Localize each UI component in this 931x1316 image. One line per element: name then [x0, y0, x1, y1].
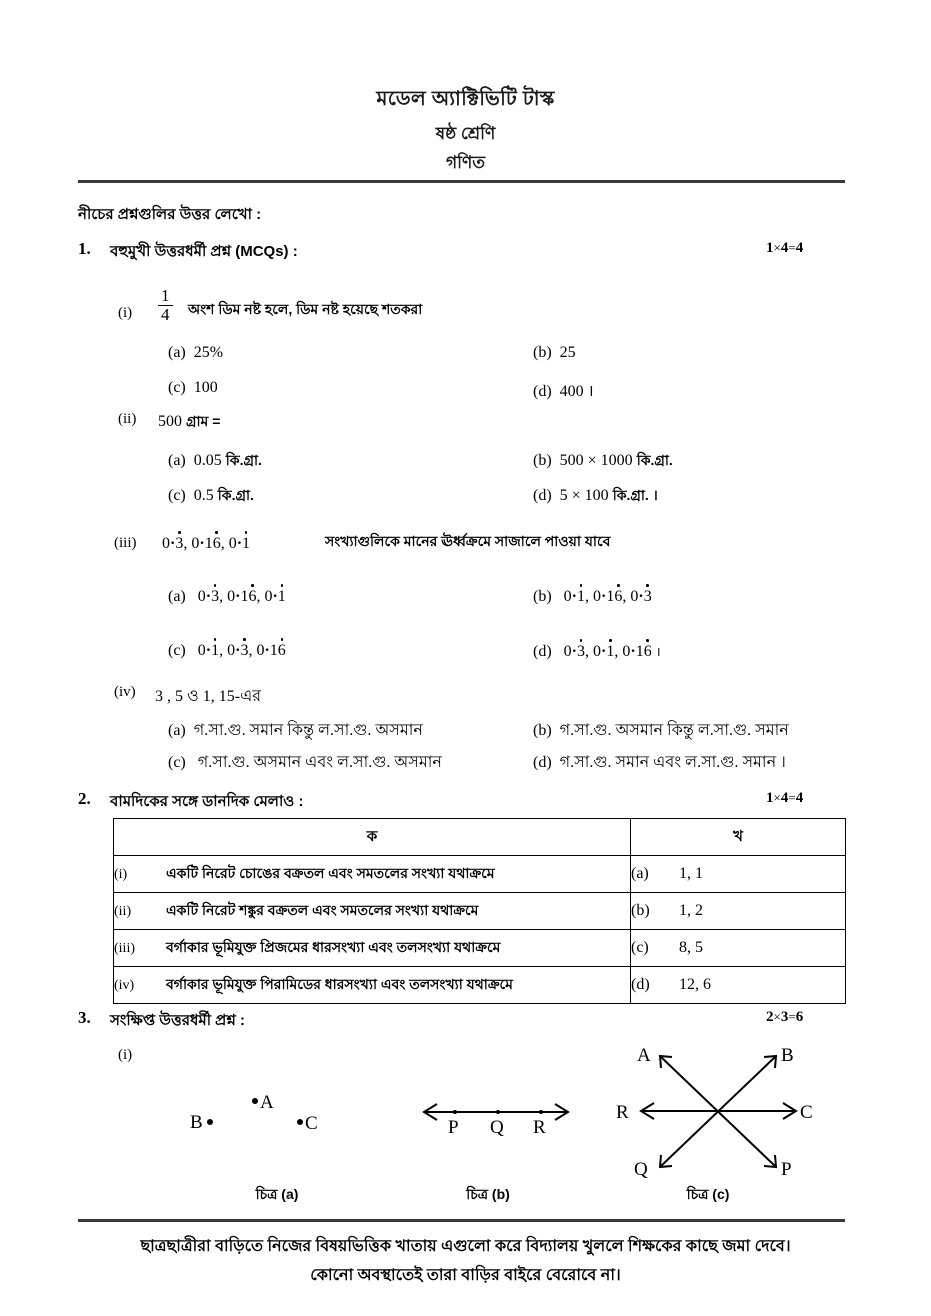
q1-item-iv-option-a[interactable]: [168, 717, 423, 744]
marks-mid: 3: [780, 1009, 789, 1025]
option-number: 0.05: [193, 452, 222, 469]
option-label: (d): [533, 754, 552, 771]
table-header-row: [114, 819, 846, 856]
stem-unit: গ্রাম =: [186, 413, 221, 429]
fraction-numerator: 1: [161, 286, 170, 305]
header-divider: [78, 180, 845, 183]
row-left-text: একটি নিরেট শঙ্কুর বক্রতল এবং সমতলের সংখ্যা যথাক্রমে: [166, 902, 479, 918]
q1-item-iii-option-a[interactable]: [168, 588, 286, 606]
option-label: (b): [533, 452, 552, 469]
table-cell-right[interactable]: [631, 930, 846, 967]
point-c-label: C: [800, 1102, 813, 1123]
point-b-dot: [207, 1119, 213, 1125]
option-label: (a): [168, 452, 186, 469]
question-1-text: বহুমুখী উত্তরধর্মী প্রশ্ন (MCQs) :: [110, 243, 298, 260]
question-1-marks: [766, 240, 803, 257]
row-roman: (iii): [114, 941, 135, 956]
q1-item-iv-roman: (iv): [114, 684, 136, 700]
table-cell-right[interactable]: [631, 893, 846, 930]
table-cell-left: [114, 893, 631, 930]
q1-item-iv-stem: [155, 683, 261, 710]
option-label: (a): [168, 722, 186, 739]
figure-b-caption: চিত্র (b): [466, 1186, 510, 1202]
question-2-marks: [766, 790, 803, 807]
point-p-label: P: [781, 1159, 792, 1180]
row-right-value: 12, 6: [679, 976, 711, 993]
option-label: (d): [533, 487, 552, 504]
option-value: 0·3, 0·16, 0·1: [197, 588, 286, 605]
question-3-text: সংক্ষিপ্ত উত্তরধর্মী প্রশ্ন :: [110, 1012, 245, 1029]
row-right-label: (b): [631, 902, 650, 919]
option-label: (b): [533, 722, 552, 739]
row-right-label: (a): [631, 865, 649, 882]
q1-item-iv-option-c[interactable]: [168, 749, 442, 776]
row-right-value: 8, 5: [679, 939, 703, 956]
row-right-value: 1, 2: [679, 902, 703, 919]
figure-a-caption: চিত্র (a): [255, 1186, 299, 1202]
point-q-dot: [496, 1110, 500, 1114]
marks-left: 1: [766, 240, 774, 256]
marks-left: 1: [766, 790, 774, 806]
table-row: [114, 967, 846, 1004]
marks-total: 4: [795, 790, 804, 806]
q1-item-ii-option-b[interactable]: [533, 449, 673, 473]
point-q-label: Q: [490, 1117, 504, 1138]
question-2-text: বামদিকের সঙ্গে ডানদিক মেলাও :: [110, 793, 304, 810]
option-value: 0·1, 0·3, 0·16: [197, 642, 286, 659]
question-2-number: 2.: [78, 789, 91, 808]
table-row: [114, 856, 846, 893]
row-right-label: (c): [631, 939, 649, 956]
point-p-dot: [453, 1110, 457, 1114]
q1-item-ii-roman: (ii): [118, 411, 137, 427]
row-roman: (ii): [114, 904, 132, 919]
q1-item-i-roman: (i): [118, 305, 133, 321]
marks-left: 2: [766, 1009, 774, 1025]
point-a-label: A: [637, 1045, 651, 1066]
q1-item-ii-stem: [158, 410, 220, 434]
table-row: [114, 893, 846, 930]
footer-divider: [78, 1219, 845, 1222]
q1-item-i-option-d[interactable]: [533, 379, 594, 401]
option-unit: কি.গ্রা. ।: [612, 487, 658, 503]
option-label: (c): [168, 642, 186, 659]
figure-a: [190, 1092, 318, 1134]
page-title: মডেল অ্যাক্টিভিটি টাস্ক: [376, 88, 555, 110]
table-cell-right[interactable]: [631, 967, 846, 1004]
q1-item-ii-option-a[interactable]: [168, 449, 262, 473]
table-cell-left: [114, 930, 631, 967]
option-value: গ.সা.গু. অসমান কিন্তু ল.সা.গু. সমান: [559, 722, 789, 739]
option-value: গ.সা.গু. সমান এবং ল.সা.গু. সমান ।: [559, 754, 786, 771]
point-q-label: Q: [634, 1159, 648, 1180]
marks-total: 4: [795, 240, 804, 256]
option-label: (b): [533, 588, 552, 605]
fraction-denominator: 4: [158, 305, 173, 324]
q1-item-iii-numbers: 0·3, 0·16, 0·1: [162, 535, 251, 552]
point-r-dot: [539, 1110, 543, 1114]
q1-item-ii-option-c[interactable]: [168, 484, 254, 508]
marks-times: ×: [773, 1009, 781, 1024]
option-label: (a): [168, 588, 186, 605]
class-label: ষষ্ঠ শ্রেণি: [435, 124, 496, 143]
q1-item-iv-option-d[interactable]: [533, 749, 786, 776]
stem-text: 3 , 5 ও 1, 15-এর: [155, 688, 262, 705]
q1-item-iii-option-d[interactable]: [533, 642, 661, 661]
q3-item-i-roman: (i): [118, 1047, 133, 1063]
option-number: 0.5: [193, 487, 214, 504]
q1-item-iv-option-b[interactable]: [533, 717, 789, 744]
instruction-text: নীচের প্রশ্নগুলির উত্তর লেখো :: [78, 206, 262, 223]
option-value: গ.সা.গু. সমান কিন্তু ল.সা.গু. অসমান: [193, 722, 423, 739]
q1-item-i-fraction: [158, 288, 173, 325]
figure-c: [616, 1045, 813, 1180]
option-label: (a): [168, 344, 186, 361]
marks-times: ×: [773, 240, 781, 255]
table-row: [114, 930, 846, 967]
marks-total: 6: [795, 1009, 804, 1025]
point-c-dot: [297, 1119, 303, 1125]
question-1-number: 1.: [78, 239, 91, 258]
q1-item-i-option-a[interactable]: [168, 344, 223, 362]
figure-c-caption: চিত্র (c): [686, 1186, 730, 1202]
stem-number: 500: [158, 413, 182, 430]
q1-item-i-stem: অংশ ডিম নষ্ট হলে, ডিম নষ্ট হয়েছে শতকরা: [188, 301, 423, 317]
table-header-kha: খ: [631, 819, 846, 856]
option-label: (d): [533, 643, 552, 660]
table-cell-left: [114, 856, 631, 893]
point-r-label: R: [616, 1102, 629, 1123]
point-a-dot: [252, 1098, 258, 1104]
option-value: 25: [559, 344, 576, 361]
figure-b: [424, 1104, 568, 1138]
option-value: গ.সা.গু. অসমান এবং ল.সা.গু. অসমান: [197, 754, 442, 771]
marks-mid: 4: [780, 240, 789, 256]
option-value: 0·1, 0·16, 0·3: [563, 588, 652, 605]
table-cell-right[interactable]: [631, 856, 846, 893]
option-unit: কি.গ্রা.: [225, 452, 262, 468]
subject-label: গণিত: [445, 153, 486, 172]
row-roman: (iv): [114, 978, 135, 993]
footer-line-1: ছাত্রছাত্রীরা বাড়িতে নিজের বিষয়ভিত্তিক খাতায় এগুলো করে বিদ্যালয় খুললে শিক্ষকের কাছে জমা দেবে।: [140, 1238, 791, 1255]
question-3-number: 3.: [78, 1008, 91, 1027]
point-p-label: P: [448, 1117, 459, 1138]
marks-equals: =: [788, 1009, 796, 1024]
matching-table: [113, 818, 846, 1004]
option-value: 0·3, 0·1, 0·16 ।: [563, 643, 661, 660]
point-c-label: C: [305, 1113, 318, 1134]
option-label: (b): [533, 344, 552, 361]
row-right-value: 1, 1: [679, 865, 703, 882]
point-r-label: R: [533, 1117, 546, 1138]
option-value: 25%: [193, 344, 224, 361]
option-unit: কি.গ্রা.: [636, 452, 673, 468]
row-left-text: বর্গাকার ভূমিযুক্ত প্রিজমের ধারসংখ্যা এবং তলসংখ্যা যথাক্রমে: [166, 939, 501, 955]
row-left-text: একটি নিরেট চোঙের বক্রতল এবং সমতলের সংখ্যা যথাক্রমে: [166, 865, 495, 881]
question-3-marks: [766, 1009, 803, 1026]
row-left-text: বর্গাকার ভূমিযুক্ত পিরামিডের ধারসংখ্যা এবং তলসংখ্যা যথাক্রমে: [166, 976, 513, 992]
marks-mid: 4: [780, 790, 789, 806]
q1-item-iii-option-c[interactable]: [168, 642, 286, 660]
table-cell-left: [114, 967, 631, 1004]
table-header-ka: ক: [114, 819, 631, 856]
option-number: 5 × 100: [559, 487, 609, 504]
q1-item-iii-stem: সংখ্যাগুলিকে মানের ঊর্ধ্বক্রমে সাজালে পাওয়া যাবে: [325, 533, 611, 549]
row-right-label: (d): [631, 976, 650, 993]
marks-times: ×: [773, 790, 781, 805]
option-label: (c): [168, 487, 186, 504]
q1-item-iii-roman: (iii): [114, 535, 137, 551]
q1-item-ii-option-d[interactable]: [533, 484, 658, 508]
option-number: 500 × 1000: [559, 452, 633, 469]
geometry-figures: [150, 1030, 850, 1190]
marks-equals: =: [788, 790, 796, 805]
q1-item-i-option-b[interactable]: [533, 344, 576, 362]
point-a-label: A: [260, 1092, 274, 1113]
option-label: (d): [533, 383, 552, 400]
q1-item-i-option-c[interactable]: [168, 379, 218, 397]
option-label: (c): [168, 754, 186, 771]
point-b-label: B: [781, 1045, 794, 1066]
option-label: (c): [168, 379, 186, 396]
option-value: 100: [193, 379, 218, 396]
row-roman: (i): [114, 867, 128, 882]
q1-item-iii-option-b[interactable]: [533, 588, 652, 606]
option-unit: কি.গ্রা.: [217, 487, 254, 503]
marks-equals: =: [788, 240, 796, 255]
point-b-label: B: [190, 1112, 203, 1133]
footer-line-2: কোনো অবস্থাতেই তারা বাড়ির বাইরে বেরোবে না।: [310, 1267, 621, 1284]
option-value: 400 ।: [559, 383, 594, 400]
